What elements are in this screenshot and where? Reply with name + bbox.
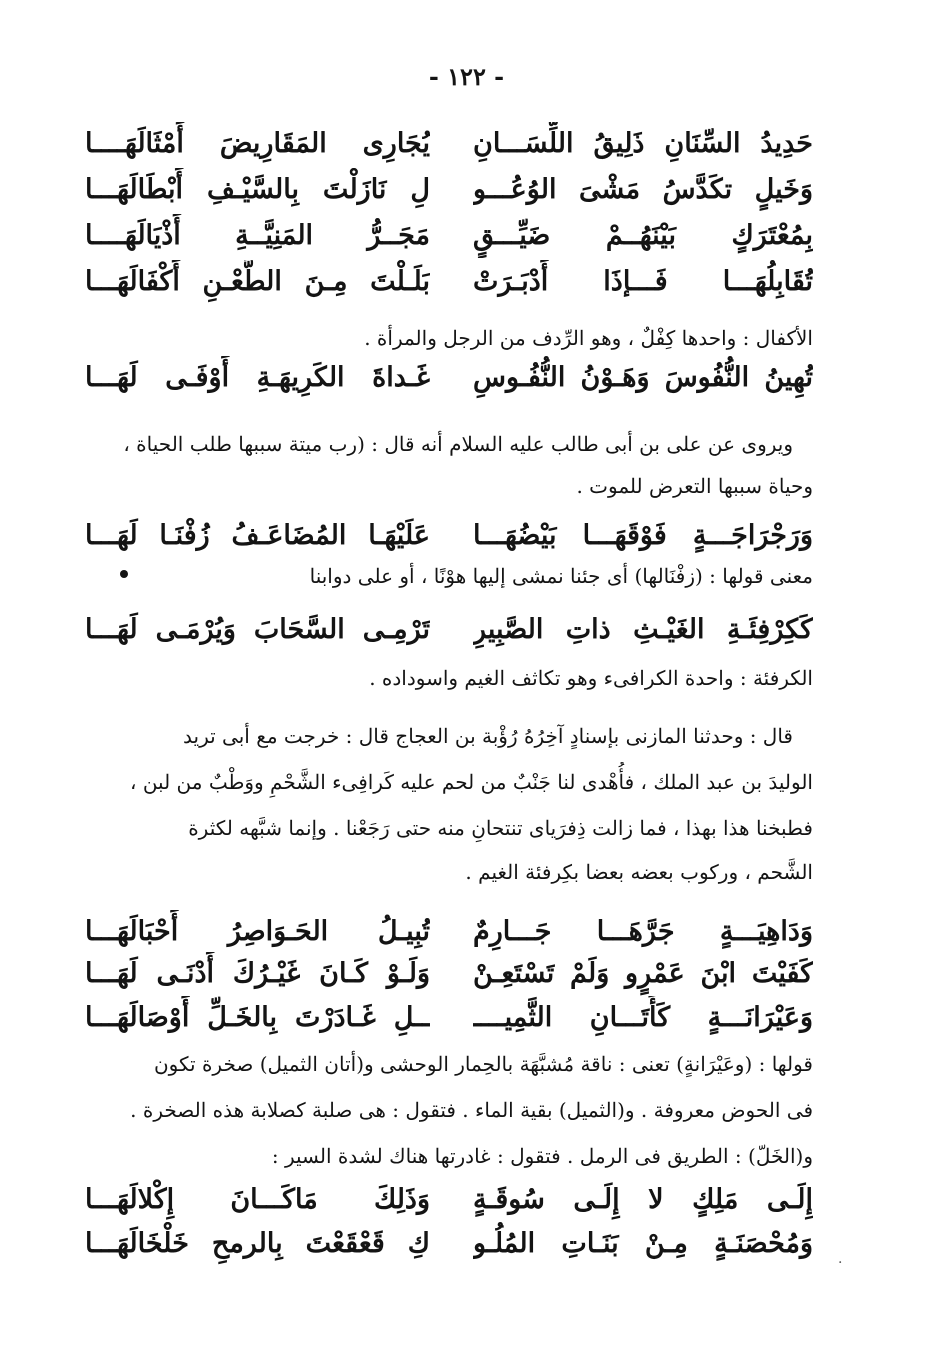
verse-line bbox=[85, 608, 813, 652]
verse-first-hemistich: وَدَاهِيَـــةٍ جَرَّهَـــا جَـــارِمٌ bbox=[473, 916, 813, 947]
verse-second-hemistich: ــلِ غَـادَرْتَ بِالخَـلِّ أَوْصَالَهَـــا bbox=[85, 1002, 430, 1033]
verse-line bbox=[85, 260, 813, 304]
note-ayrana-line: قولها : (وعَيْرَانةٍ) تعنى : ناقة مُشبَّهَة بالحِمار الوحشى و(أتان الثميل) صخرة تكون bbox=[153, 1052, 813, 1076]
note-mazini-line: قال : وحدثنا المازنى بإسنادٍ آخِرُهُ رُؤْبة بن العجاج قال : خرجت مع أبى تريد bbox=[183, 724, 793, 748]
verse-second-hemistich: بَلَـلْتَ مِـنَ الطَّعْـنِ أَكْفَالَهَـــا bbox=[85, 266, 430, 297]
verse-line bbox=[85, 952, 813, 996]
verse-first-hemistich: وَرَجْرَاجَـــةٍ فَوْقَهَـــا بَيْضُهَـــا bbox=[473, 520, 813, 551]
verse-second-hemistich: غَـداةَ الكَرِيهَـةِ أَوْفَـى لَهَـــا bbox=[85, 362, 430, 393]
note-ayrana-line: فى الحوض معروفة . و(الثميل) بقية الماء . فتقول : هى صلبة كصلابة هذه الصخرة . bbox=[130, 1098, 813, 1122]
verse-line bbox=[85, 214, 813, 258]
verse-second-hemistich: تَرْمِـى السَّحَابَ وَيُرْمَـى لَهَـــا bbox=[85, 614, 430, 645]
verse-second-hemistich: مَجَــرُّ المَنِيَّــةِ أَذْيَالَهَــــا bbox=[85, 220, 430, 251]
verse-line bbox=[85, 122, 813, 166]
verse-line bbox=[85, 1222, 813, 1266]
verse-first-hemistich: حَدِيدُ السِّنَانِ ذَلِيقُ اللِّسَـــانِ bbox=[473, 128, 813, 159]
verse-second-hemistich: وَذَلِكَ مَاكَـــانَ إِكْلالَهَـــا bbox=[85, 1184, 430, 1215]
verse-line bbox=[85, 168, 813, 212]
verse-second-hemistich: كِ قَعْقَعْتَ بِالرمحِ خَلْخَالَهَـــا bbox=[85, 1228, 430, 1259]
verse-line bbox=[85, 514, 813, 558]
verse-second-hemistich: وَلَـوْ كَـانَ غَيْـرُكَ أَدْنَـى لَهَـــا bbox=[85, 958, 430, 989]
margin-speck: · bbox=[838, 1255, 843, 1271]
note-kifal: الأكفال : واحدها كِفْلٌ ، وهو الرِّدف من الرجل والمرأة . bbox=[364, 326, 813, 350]
note-ali-line: وحياة سببها التعرض للموت . bbox=[576, 474, 813, 498]
verse-second-hemistich: تُبِيـلُ الحَـوَاصِرُ أَحْبَالَهَـــا bbox=[85, 916, 430, 947]
verse-first-hemistich: كَكِرْفِئَـةِ الغَيْـثِ ذاتِ الصَّبِيرِ bbox=[473, 614, 813, 645]
note-mazini-line: الشَّحم ، وركوب بعضه بعضا بكِرفئة الغيم . bbox=[465, 860, 813, 884]
verse-first-hemistich: تُهِينُ النُّفُوسَ وَهَـوْنُ النُّفُـوسِ bbox=[473, 362, 813, 393]
verse-first-hemistich: وَمُحْصَنَـةٍ مِـنْ بَنَـاتِ المُلُـو bbox=[473, 1228, 813, 1259]
verse-first-hemistich: وَخَيلٍ تكَدَّسُ مَشْىَ الوُعُـــو bbox=[473, 174, 813, 205]
verse-first-hemistich: تُقَابِلُهَـــا فَـــإذَا أَدْبَـرَتْ bbox=[473, 266, 813, 297]
verse-first-hemistich: وَعَيْرَانَـــةٍ كَأَتَـــانِ الثَّمِيــــ bbox=[473, 1002, 813, 1033]
note-ayrana-line: و(الخَلّ) : الطريق فى الرمل . فتقول : غادرتها هناك لشدة السير : bbox=[271, 1144, 813, 1168]
verse-first-hemistich: بِمُعْتَرَكٍ بَيْنَهُــمْ ضَيِّـــقٍ bbox=[473, 220, 813, 251]
verse-line bbox=[85, 356, 813, 400]
verse-first-hemistich: كَفَيْتَ ابْنَ عَمْرٍو وَلَمْ تَسْتَعِـنْ bbox=[473, 958, 813, 989]
note-kirfia: الكرفئة : واحدة الكرافىء وهو تكاثف الغيم واسوداده . bbox=[369, 666, 813, 690]
verse-line bbox=[85, 1178, 813, 1222]
verse-second-hemistich: يُجَارِى المَقَارِيضَ أَمْثَالَهَــــا bbox=[85, 128, 430, 159]
verse-line bbox=[85, 910, 813, 954]
verse-line bbox=[85, 996, 813, 1040]
note-mazini-line: الوليدَ بن عبد الملك ، فأُهْدى لنا جَنْبٌ من لحم عليه كَرافِىء الشَّحْمِ ووَطْبٌ من لبن ، bbox=[130, 770, 813, 794]
note-mazini-line: فطبخنا هذا بهذا ، فما زالت ذِفرَياى تنتحانِ منه حتى رَجَعْنا . وإنما شبَّهه لكثرة bbox=[188, 816, 813, 840]
note-ali-line: ويروى عن على بن أبى طالب عليه السلام أنه قال : (رب ميتة سببها طلب الحياة ، bbox=[123, 432, 793, 456]
note-zufna: معنى قولها : (زفْنَالها) أى جئنا نمشى إليها هوْنًا ، أو على دوابنا bbox=[309, 564, 813, 588]
verse-second-hemistich: لِ نَازَلْتَ بِالسَّيْـفِ أَبْطَالَهَـــا bbox=[85, 174, 430, 205]
page-number: - ١٢٢ - bbox=[428, 62, 505, 91]
bullet-mark bbox=[120, 570, 128, 578]
verse-second-hemistich: عَلَيْهَـا المُضَاعَـفُ زُفْنَـا لَهَـــا bbox=[85, 520, 430, 551]
verse-first-hemistich: إِلَـى مَلِكٍ لا إِلَـى سُوقَـةٍ bbox=[473, 1184, 813, 1215]
